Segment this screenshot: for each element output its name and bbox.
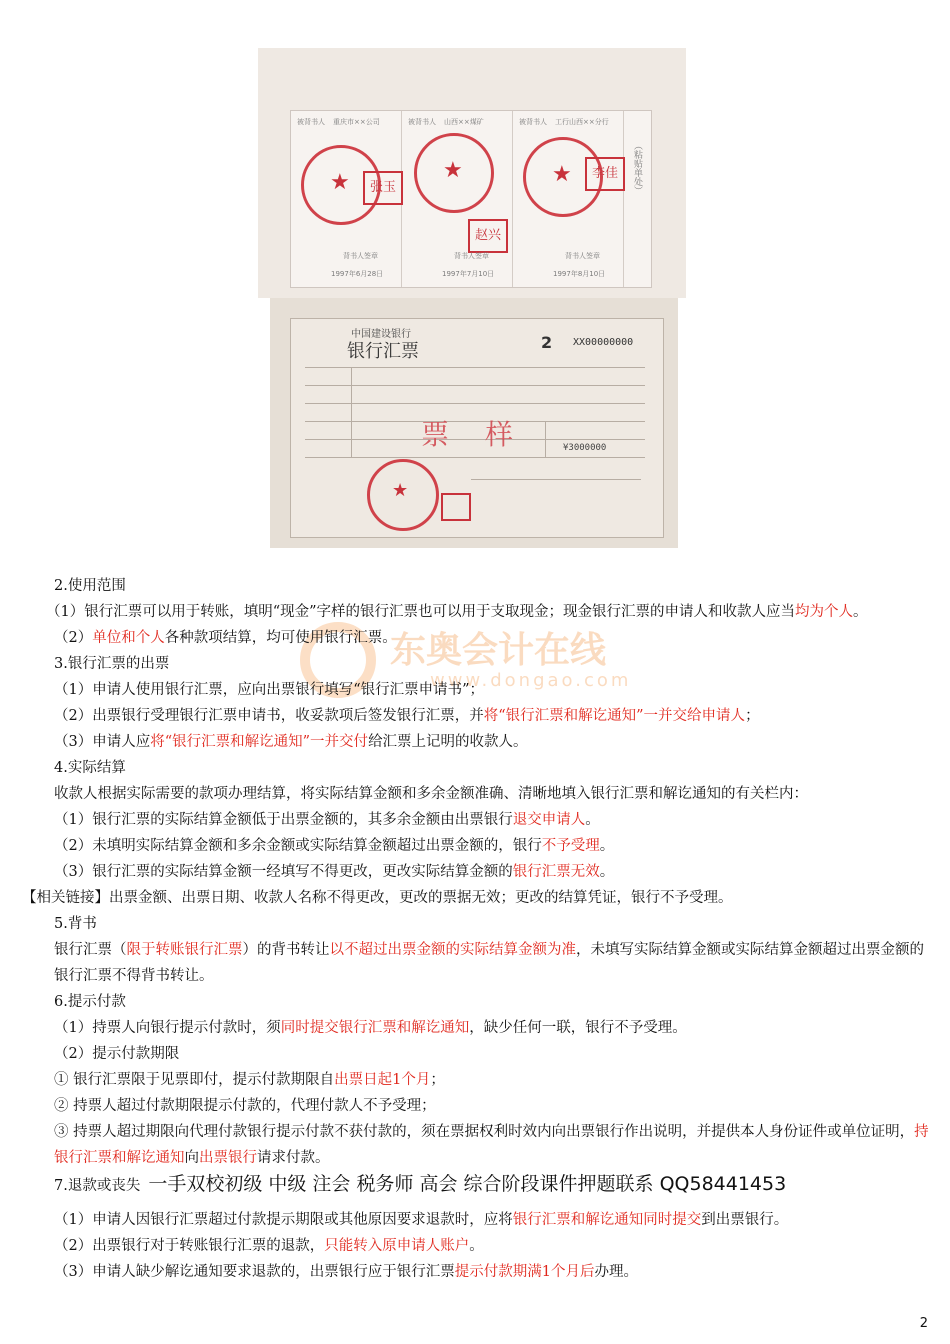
- paragraph: [22, 1067, 930, 1093]
- highlighted-text: 限于转账银行汇票: [126, 942, 243, 958]
- endorsement-column: 被背书人 重庆市××公司 ★ 张玉 背书人签章 1997年6月28日: [291, 111, 402, 287]
- text-run: （3）申请人应: [54, 734, 151, 750]
- highlighted-text: 将“银行汇票和解讫通知”一并交给申请人: [483, 708, 746, 724]
- section-heading: [22, 755, 930, 781]
- text-run: 。: [853, 604, 868, 620]
- text-run: 【相关链接】出票金额、出票日期、收款人名称不得更改，更改的票据无效；更改的结算凭证，银行不予受理。: [22, 890, 733, 906]
- text-run: ② 持票人超过付款期限提示付款的，代理付款人不予受理；: [54, 1098, 436, 1114]
- text-run: 2.使用范围: [54, 578, 126, 594]
- text-run: 6.提示付款: [54, 994, 126, 1010]
- text-run: ；: [430, 1072, 445, 1088]
- draft-series: 2: [541, 333, 553, 352]
- highlighted-text: 出票银行: [199, 1150, 257, 1166]
- document-body: [22, 573, 930, 1285]
- text-run: （1）银行汇票可以用于转账，填明“现金”字样的银行汇票也可以用于支取现金；现金银行汇票的申请人和收款人应当: [46, 604, 796, 620]
- company-seal: ★: [301, 145, 381, 225]
- text-run: （1）银行汇票的实际结算金额低于出票金额的，其多余金额由出票银行: [54, 812, 513, 828]
- company-seal: ★: [523, 137, 603, 217]
- text-run: 3.银行汇票的出票: [54, 656, 170, 672]
- text-run: （3）银行汇票的实际结算金额一经填写不得更改，更改实际结算金额的: [54, 864, 513, 880]
- paragraph: [22, 625, 930, 651]
- paragraph: [22, 937, 930, 989]
- bank-seal: ★: [367, 459, 439, 531]
- endorsement-column: 被背书人 山西××煤矿 ★ 赵兴 背书人签章 1997年7月10日: [402, 111, 513, 287]
- highlighted-text: 退交申请人: [512, 812, 586, 828]
- section-heading: [22, 1171, 930, 1199]
- text-run: ）的背书转让: [242, 942, 330, 958]
- personal-seal: 张玉: [363, 171, 403, 205]
- text-run: （2）: [54, 630, 93, 646]
- text-run: 请求付款。: [257, 1150, 330, 1166]
- paragraph: [22, 1015, 930, 1041]
- section-heading: [22, 911, 930, 937]
- draft-title: 银行汇票: [347, 341, 419, 362]
- endorsement-column: 被背书人 工行山西××分行 ★ 李佳 背书人签章 1997年8月10日: [513, 111, 624, 287]
- bank-draft-form: [290, 318, 664, 538]
- text-run: （2）出票银行对于转账银行汇票的退款，: [54, 1238, 325, 1254]
- paragraph: [22, 1233, 930, 1259]
- text-run: 收款人根据实际需要的款项办理结算，将实际结算金额和多余金额准确、清晰地填入银行汇票和解讫通知的有关栏内：: [54, 786, 808, 802]
- sample-stamp: 票样: [421, 418, 550, 451]
- text-run: （2）出票银行受理银行汇票申请书，收妥款项后签发银行汇票，并: [54, 708, 484, 724]
- highlighted-text: 持银行汇票和解讫通知: [54, 1124, 929, 1166]
- text-run: 。: [599, 838, 615, 854]
- endorsement-strip: 被背书人 重庆市××公司 ★ 张玉 背书人签章 1997年6月28日 被背书人 山西××煤矿 ★ 赵兴 背书人签章 1997年7月10日 被背书人 工行山西××分行 ★ 李佳 背书人签章 1997年8月10日 （粘贴单处）: [290, 110, 652, 288]
- text-run: 向: [184, 1150, 199, 1166]
- paragraph: [22, 1119, 930, 1171]
- section-heading: [22, 651, 930, 677]
- endorsement-image: [258, 48, 686, 298]
- bank-draft-image: [270, 298, 678, 548]
- text-run: 4.实际结算: [54, 760, 126, 776]
- text-run: （2）未填明实际结算金额和多余金额或实际结算金额超过出票金额的，银行: [54, 838, 542, 854]
- personal-seal: [441, 493, 471, 521]
- paragraph: [22, 807, 930, 833]
- text-run: ，未填写实际结算金额或实际结算金额超过出票金额的银行汇票不得背书转让。: [54, 942, 924, 984]
- company-seal: ★: [414, 133, 494, 213]
- highlighted-text: 同时提交银行汇票和解讫通知: [280, 1020, 470, 1036]
- page-number: 2: [919, 1316, 928, 1331]
- paragraph: [22, 859, 930, 885]
- highlighted-text: 提示付款期满1个月后: [454, 1264, 595, 1280]
- text-run: （1）申请人因银行汇票超过付款提示期限或其他原因要求退款时，应将: [54, 1212, 513, 1228]
- text-run: 到出票银行。: [701, 1212, 789, 1228]
- bank-name: 中国建设银行: [351, 329, 411, 340]
- highlighted-text: 银行汇票无效: [512, 864, 600, 880]
- paragraph: [22, 1259, 930, 1285]
- highlighted-text: 以不超过出票金额的实际结算金额为准: [329, 942, 576, 958]
- paragraph: [22, 729, 930, 755]
- personal-seal: 赵兴: [468, 219, 508, 253]
- text-run: （3）申请人缺少解讫通知要求退款的，出票银行应于银行汇票: [54, 1264, 455, 1280]
- text-run: ③ 持票人超过期限向代理付款银行提示付款不获付款的，须在票据权利时效内向出票银行作出说明，并提供本人身份证件或单位证明，: [54, 1124, 915, 1140]
- draft-amount: ¥3000000: [563, 443, 607, 453]
- section-heading: [22, 573, 930, 599]
- text-run: 5.背书: [54, 916, 97, 932]
- text-run: ① 银行汇票限于见票即付，提示付款期限自: [54, 1072, 335, 1088]
- highlighted-text: 银行汇票和解讫通知同时提交: [512, 1212, 702, 1228]
- highlighted-text: 单位和个人: [92, 630, 165, 646]
- paragraph: [22, 1093, 930, 1119]
- text-run: 。: [599, 864, 615, 880]
- highlighted-text: 只能转入原申请人账户: [324, 1238, 470, 1254]
- text-run: ，缺少任何一联，银行不予受理。: [469, 1020, 687, 1036]
- highlighted-text: 不予受理: [541, 838, 600, 854]
- paragraph: [22, 1207, 930, 1233]
- personal-seal: 李佳: [585, 157, 625, 191]
- paragraph: [22, 885, 930, 911]
- paragraph: [22, 833, 930, 859]
- highlighted-text: 将“银行汇票和解讫通知”一并交付: [150, 734, 369, 750]
- promo-text: 一手双校初级 中级 注会 税务师 高会 综合阶段课件押题联系 QQ58441453: [148, 1173, 787, 1195]
- text-run: 各种款项结算，均可使用银行汇票。: [164, 630, 397, 646]
- highlighted-text: 均为个人: [795, 604, 854, 620]
- text-run: 给汇票上记明的收款人。: [368, 734, 528, 750]
- text-run: 办理。: [594, 1264, 638, 1280]
- paragraph: [22, 703, 930, 729]
- text-run: 7.退款或丧失: [54, 1178, 141, 1194]
- paragraph: [22, 1041, 930, 1067]
- text-run: 银行汇票（: [54, 942, 127, 958]
- section-heading: [22, 989, 930, 1015]
- watermark-logo: 东奥会计在线 www.dongao.com: [300, 618, 640, 702]
- text-run: （1）申请人使用银行汇票，应向出票银行填写“银行汇票申请书”；: [54, 682, 485, 698]
- draft-number: XX00000000: [573, 337, 634, 348]
- text-run: 。: [469, 1238, 484, 1254]
- paragraph: [22, 781, 930, 807]
- highlighted-text: 出票日起1个月: [334, 1072, 431, 1088]
- text-run: （2）提示付款期限: [54, 1046, 180, 1062]
- text-run: （1）持票人向银行提示付款时，须: [54, 1020, 281, 1036]
- paragraph: [22, 677, 930, 703]
- text-run: ；: [745, 708, 760, 724]
- paragraph: [22, 599, 930, 625]
- text-run: 。: [585, 812, 600, 828]
